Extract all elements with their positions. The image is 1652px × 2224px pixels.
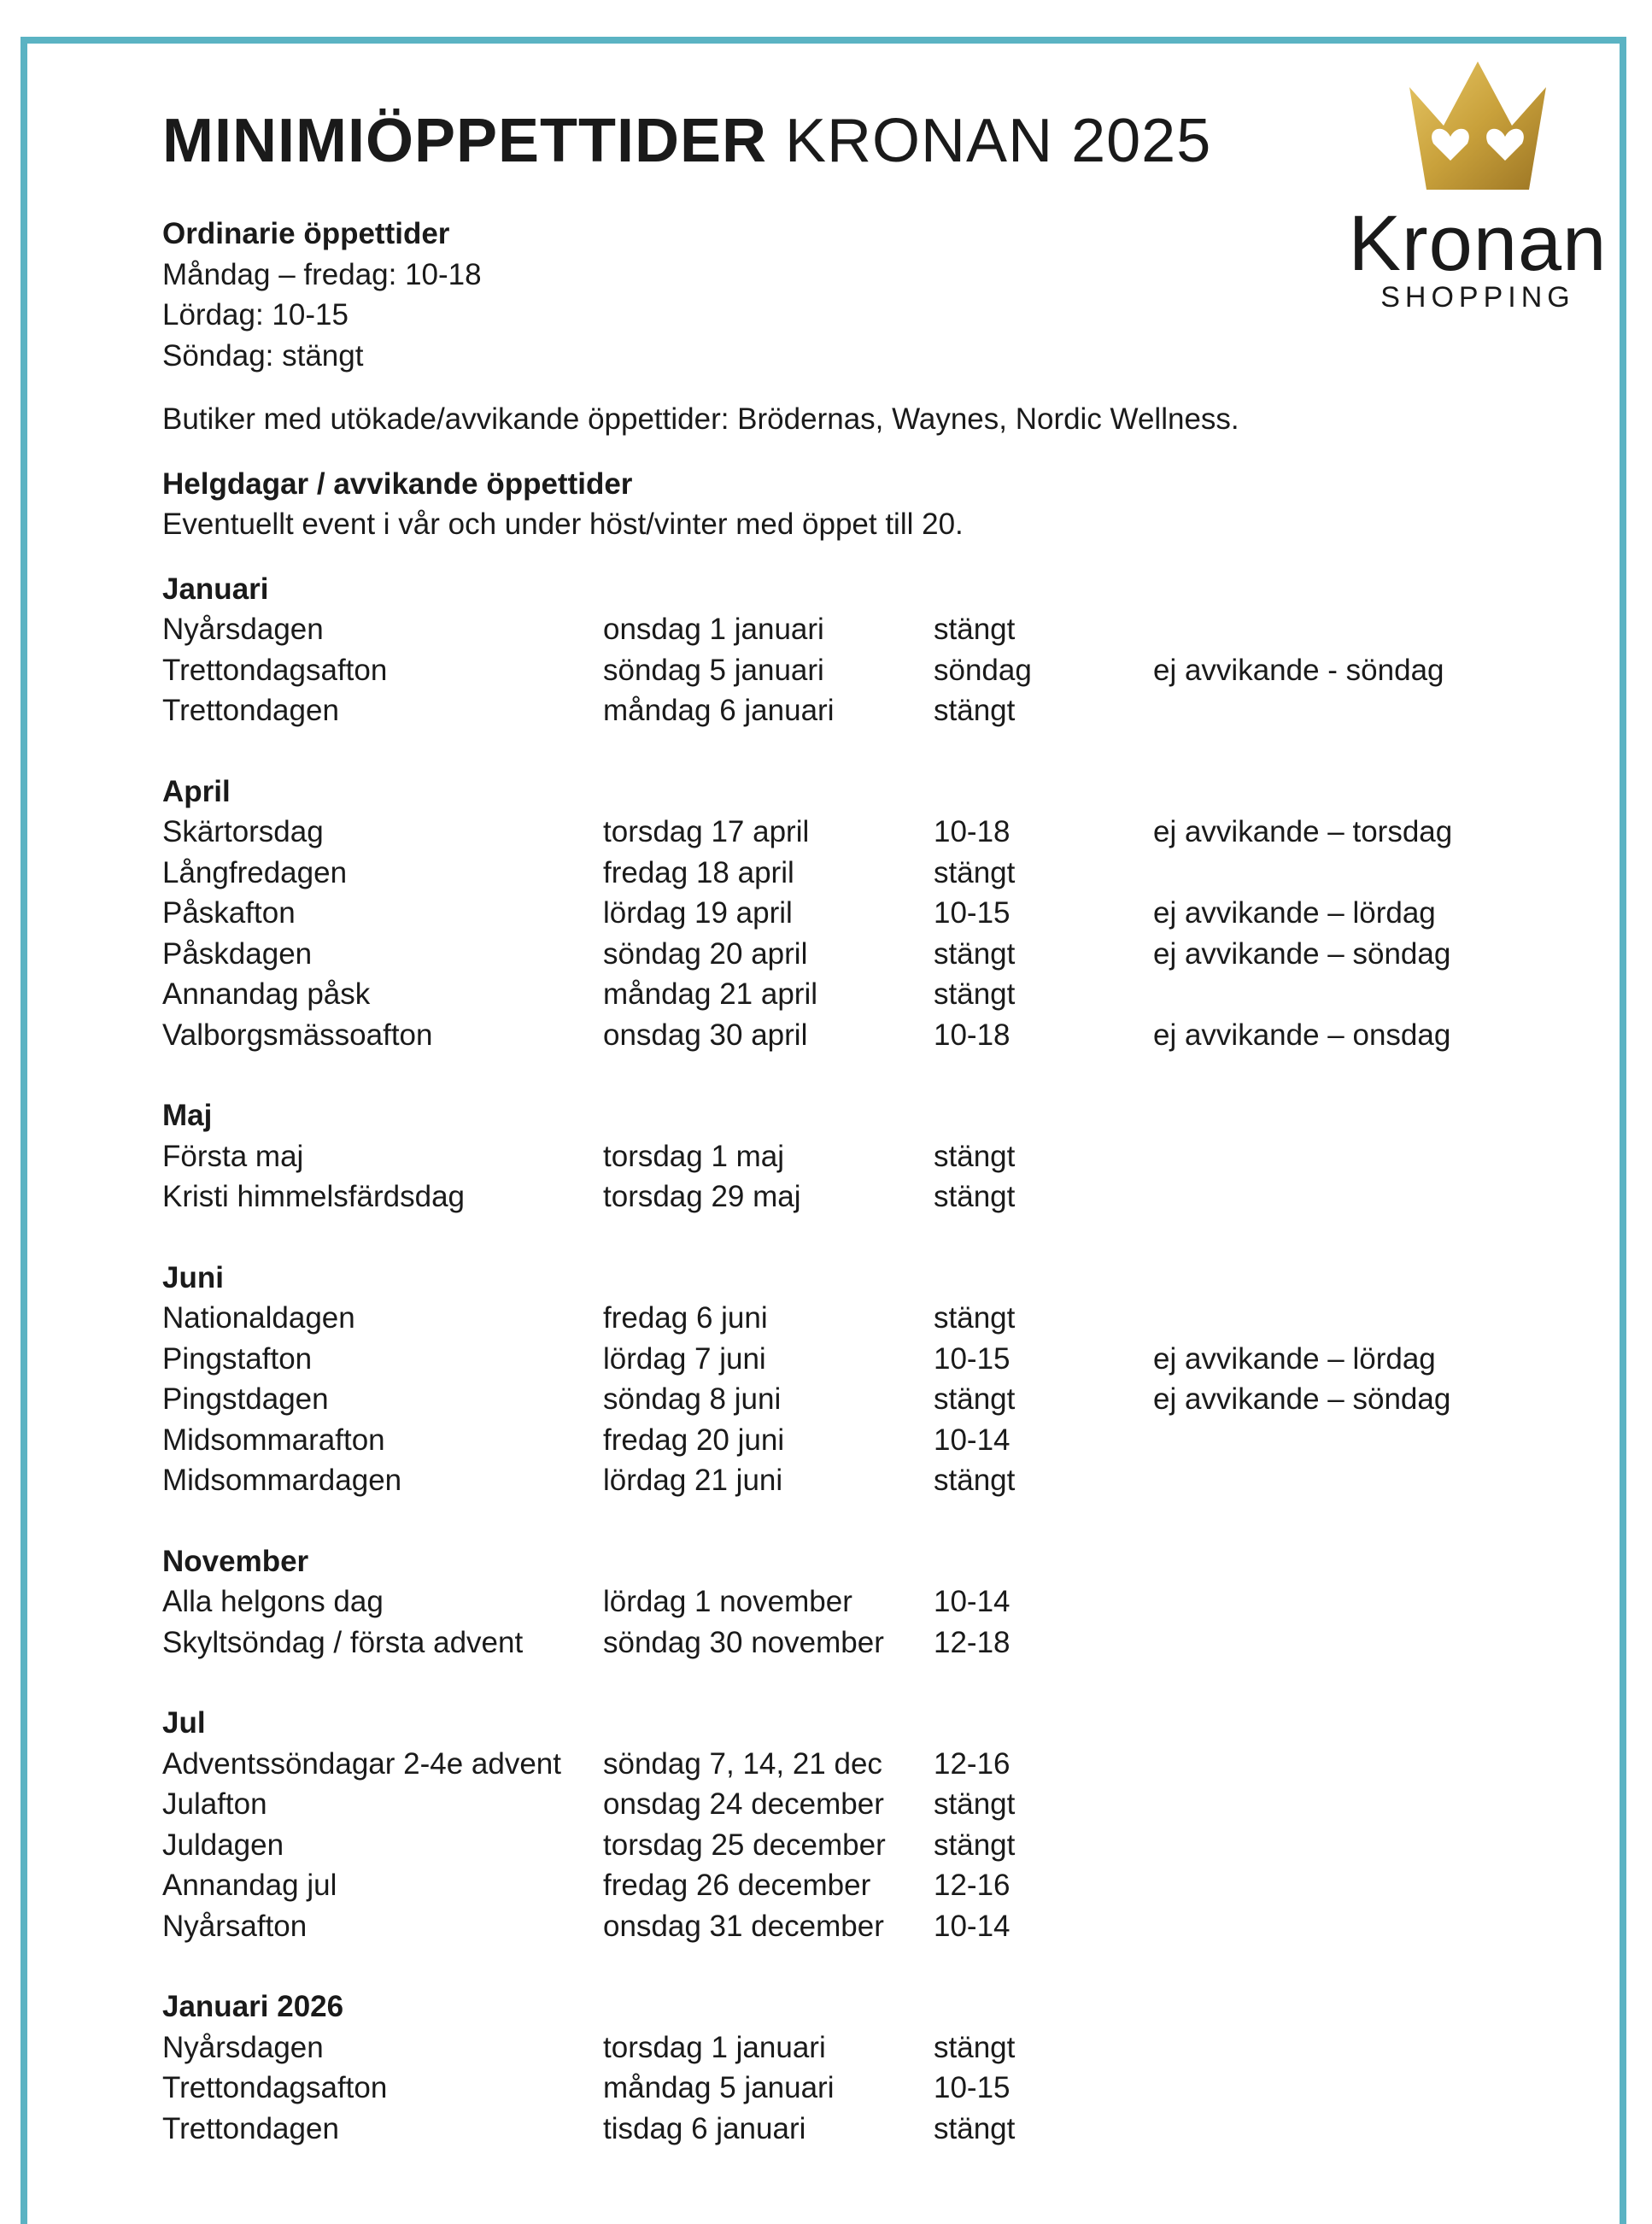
holiday-hours: 10-14 — [934, 1585, 1011, 1618]
holiday-hours: 10-15 — [934, 2071, 1011, 2104]
holiday-comment: ej avvikande – onsdag — [1153, 1018, 1451, 1052]
holiday-hours: 10-18 — [934, 815, 1011, 848]
holiday-name: Kristi himmelsfärdsdag — [162, 1180, 465, 1213]
holiday-row — [162, 1379, 1529, 1420]
holiday-date: onsdag 1 januari — [603, 613, 824, 646]
holiday-name: Trettondagen — [162, 694, 339, 727]
holiday-name: Trettondagsafton — [162, 2071, 388, 2104]
holiday-row — [162, 1744, 1529, 1785]
holiday-hours: stängt — [934, 2030, 1016, 2064]
holiday-date: måndag 5 januari — [603, 2071, 835, 2104]
holiday-row — [162, 2109, 1529, 2150]
holiday-row — [162, 974, 1529, 1015]
month-heading: Maj — [162, 1099, 213, 1132]
holiday-date: lördag 1 november — [603, 1585, 852, 1618]
ordinary-heading: Ordinarie öppettider — [162, 217, 450, 250]
holiday-hours: stängt — [934, 2111, 1016, 2145]
logo-subtitle: SHOPPING — [1380, 281, 1575, 314]
holiday-row — [162, 1339, 1529, 1380]
holiday-date: torsdag 1 maj — [603, 1139, 785, 1173]
holidays-note: Eventuellt event i vår och under höst/vinter med öppet till 20. — [162, 508, 964, 541]
holiday-name: Nyårsdagen — [162, 613, 324, 646]
holiday-hours: stängt — [934, 977, 1016, 1011]
holiday-row — [162, 1298, 1529, 1339]
holiday-comment: ej avvikande – torsdag — [1153, 815, 1453, 848]
holiday-name: Juldagen — [162, 1828, 284, 1862]
month-heading: November — [162, 1544, 309, 1578]
holiday-name: Nyårsdagen — [162, 2030, 324, 2064]
holiday-row — [162, 812, 1529, 853]
holiday-name: Långfredagen — [162, 855, 348, 889]
holiday-date: söndag 5 januari — [603, 653, 824, 687]
holiday-hours: stängt — [934, 694, 1016, 727]
holiday-comment: ej avvikande - söndag — [1153, 653, 1444, 687]
holiday-name: Midsommardagen — [162, 1464, 402, 1497]
holiday-name: Första maj — [162, 1139, 304, 1173]
holiday-date: onsdag 31 december — [603, 1909, 884, 1943]
holiday-date: söndag 30 november — [603, 1625, 884, 1659]
holiday-name: Midsommarafton — [162, 1423, 385, 1457]
holiday-date: lördag 19 april — [603, 896, 793, 930]
month-heading: April — [162, 774, 231, 808]
holiday-date: torsdag 25 december — [603, 1828, 886, 1862]
holiday-hours: stängt — [934, 1382, 1016, 1416]
month-heading: Juni — [162, 1260, 224, 1294]
holiday-comment: ej avvikande – lördag — [1153, 896, 1436, 930]
holiday-name: Alla helgons dag — [162, 1585, 384, 1618]
holiday-row — [162, 853, 1529, 894]
holiday-date: lördag 21 juni — [603, 1464, 783, 1497]
holiday-hours: 10-14 — [934, 1423, 1011, 1457]
logo-wordmark: Kronan — [1348, 200, 1608, 287]
holiday-hours: 12-16 — [934, 1869, 1011, 1902]
month-heading: Jul — [162, 1706, 206, 1740]
holiday-date: söndag 7, 14, 21 dec — [603, 1746, 882, 1781]
holiday-date: söndag 8 juni — [603, 1382, 782, 1416]
holiday-date: fredag 6 juni — [603, 1301, 768, 1335]
holiday-hours: stängt — [934, 1139, 1016, 1173]
holiday-row — [162, 893, 1529, 934]
holiday-name: Pingstafton — [162, 1341, 313, 1376]
holiday-hours: 10-15 — [934, 896, 1011, 930]
holiday-row — [162, 690, 1529, 731]
holiday-row — [162, 934, 1529, 975]
holiday-name: Annandag jul — [162, 1869, 337, 1902]
document-body — [162, 214, 1529, 2149]
holiday-hours: stängt — [934, 1828, 1016, 1862]
month-heading: Januari — [162, 572, 269, 606]
holiday-date: torsdag 1 januari — [603, 2030, 826, 2064]
month-heading: Januari 2026 — [162, 1990, 344, 2023]
holiday-date: lördag 7 juni — [603, 1341, 766, 1376]
holiday-hours: stängt — [934, 1787, 1016, 1821]
holiday-hours: stängt — [934, 855, 1016, 889]
holiday-name: Skärtorsdag — [162, 815, 324, 848]
extended-hours-note: Butiker med utökade/avvikande öppettider: Brödernas, Waynes, Nordic Wellness. — [162, 402, 1239, 436]
holiday-row — [162, 1906, 1529, 1947]
holiday-date: söndag 20 april — [603, 936, 808, 971]
holiday-row — [162, 1015, 1529, 1056]
holiday-comment: ej avvikande – söndag — [1153, 1382, 1451, 1416]
holiday-row — [162, 1460, 1529, 1501]
holiday-date: fredag 18 april — [603, 855, 794, 889]
holiday-row — [162, 1784, 1529, 1825]
holiday-schedule — [162, 569, 1529, 2150]
holiday-hours: stängt — [934, 1464, 1016, 1497]
holidays-heading: Helgdagar / avvikande öppettider — [162, 467, 633, 501]
crown-icon — [1401, 62, 1555, 198]
holiday-date: torsdag 29 maj — [603, 1180, 801, 1213]
holiday-date: måndag 6 januari — [603, 694, 835, 727]
holiday-row — [162, 1420, 1529, 1461]
holiday-row — [162, 2068, 1529, 2109]
holiday-row — [162, 1581, 1529, 1623]
title-light: KRONAN 2025 — [785, 107, 1212, 175]
holiday-date: fredag 20 juni — [603, 1423, 785, 1457]
ordinary-sunday: Söndag: stängt — [162, 338, 364, 373]
holiday-comment: ej avvikande – lördag — [1153, 1341, 1436, 1376]
holiday-name: Valborgsmässoafton — [162, 1018, 433, 1052]
holiday-row — [162, 609, 1529, 650]
holiday-row — [162, 1865, 1529, 1906]
holiday-name: Julafton — [162, 1787, 267, 1821]
holiday-hours: stängt — [934, 936, 1016, 971]
holiday-hours: 12-16 — [934, 1746, 1011, 1781]
ordinary-weekday: Måndag – fredag: 10-18 — [162, 257, 482, 291]
holiday-date: måndag 21 april — [603, 977, 817, 1011]
holiday-date: tisdag 6 januari — [603, 2111, 806, 2145]
title-bold: MINIMIÖPPETTIDER — [162, 107, 768, 175]
holiday-comment: ej avvikande – söndag — [1153, 936, 1451, 971]
holiday-hours: stängt — [934, 613, 1016, 646]
holiday-hours: 12-18 — [934, 1625, 1011, 1659]
holiday-name: Nyårsafton — [162, 1909, 308, 1943]
holiday-name: Pingstdagen — [162, 1382, 329, 1416]
holiday-name: Påskafton — [162, 896, 296, 930]
holiday-row — [162, 1623, 1529, 1664]
holiday-date: torsdag 17 april — [603, 815, 810, 848]
ordinary-saturday: Lördag: 10-15 — [162, 298, 349, 332]
holiday-row — [162, 2027, 1529, 2068]
holiday-hours: 10-15 — [934, 1341, 1011, 1376]
holiday-date: onsdag 30 april — [603, 1018, 808, 1052]
holiday-name: Annandag påsk — [162, 977, 371, 1011]
holiday-row — [162, 1177, 1529, 1218]
holiday-row — [162, 1136, 1529, 1177]
holiday-date: fredag 26 december — [603, 1869, 871, 1902]
holiday-row — [162, 650, 1529, 691]
holiday-name: Nationaldagen — [162, 1301, 355, 1335]
holiday-name: Trettondagsafton — [162, 653, 388, 687]
holiday-date: onsdag 24 december — [603, 1787, 884, 1821]
holiday-name: Trettondagen — [162, 2111, 339, 2145]
page-title — [162, 103, 1211, 179]
holiday-hours: 10-18 — [934, 1018, 1011, 1052]
holiday-name: Påskdagen — [162, 936, 313, 971]
holiday-name: Skyltsöndag / första advent — [162, 1625, 524, 1659]
holiday-hours: stängt — [934, 1180, 1016, 1213]
holiday-hours: söndag — [934, 653, 1032, 687]
holiday-hours: stängt — [934, 1301, 1016, 1335]
holiday-hours: 10-14 — [934, 1909, 1011, 1943]
holiday-name: Adventssöndagar 2-4e advent — [162, 1746, 561, 1781]
holiday-row — [162, 1825, 1529, 1866]
